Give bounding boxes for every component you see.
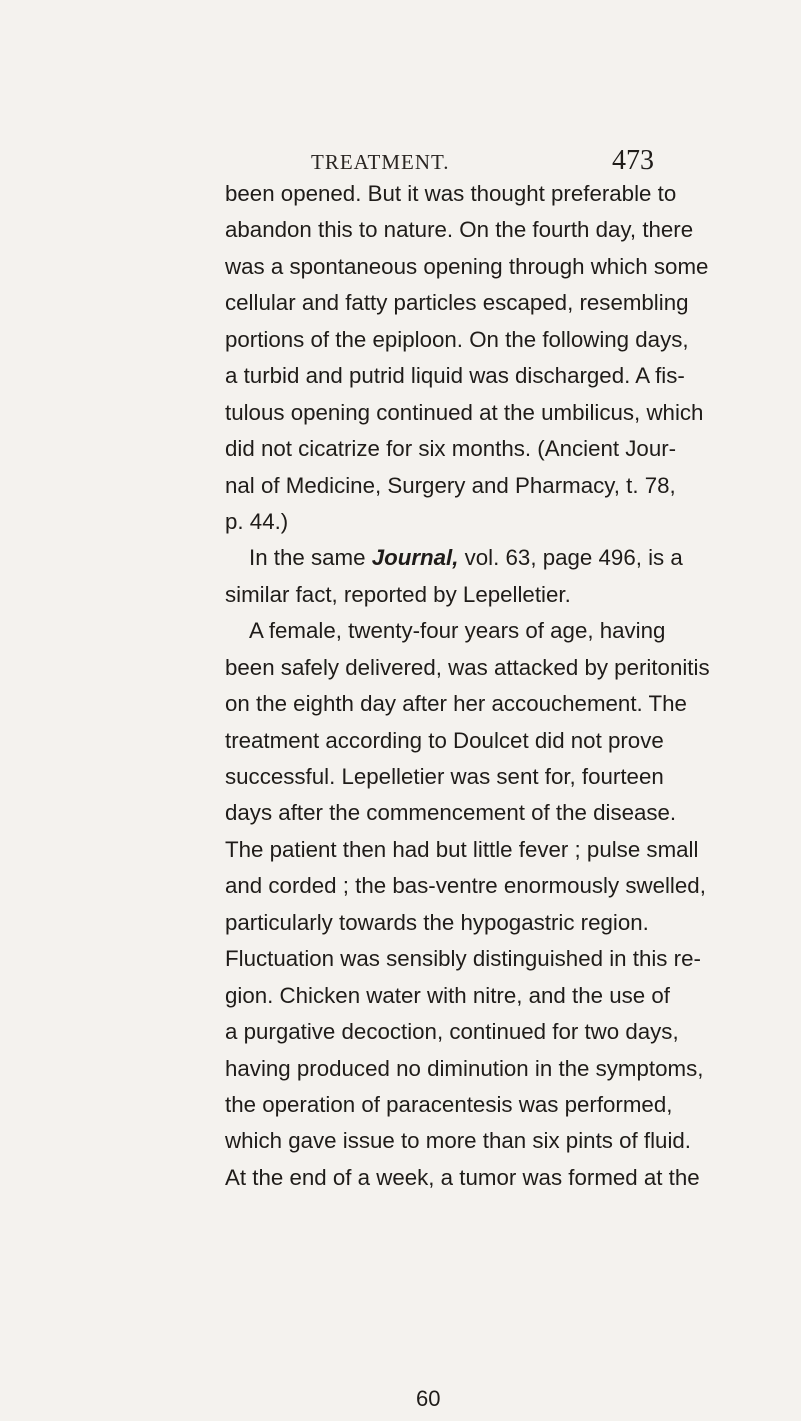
text-line: treatment according to Doulcet did not prove <box>225 727 664 753</box>
text-line: cellular and fatty particles escaped, resembling <box>225 290 689 316</box>
text-line: a turbid and putrid liquid was discharged. A fis- <box>225 363 685 389</box>
text-line: gion. Chicken water with nitre, and the use of <box>225 982 670 1008</box>
text-line: a purgative decoction, continued for two days, <box>225 1019 679 1045</box>
text-line: abandon this to nature. On the fourth day, there <box>225 217 694 243</box>
text-line: having produced no diminution in the symptoms, <box>225 1055 704 1081</box>
text-line: p. 44.) <box>225 508 289 534</box>
text-line: The patient then had but little fever ; pulse small <box>225 836 699 862</box>
journal-prefix: In the same <box>249 545 372 571</box>
text-line: which gave issue to more than six pints of fluid. <box>225 1128 691 1154</box>
text-line: been safely delivered, was attacked by peritonitis <box>225 654 710 680</box>
text-line: did not cicatrize for six months. (Ancient Jour- <box>225 436 677 462</box>
text-line: portions of the epiploon. On the following days, <box>225 326 689 352</box>
text-line: particularly towards the hypogastric region. <box>225 909 649 935</box>
signature-mark: 60 <box>416 1386 441 1411</box>
journal-title: Journal, <box>371 545 459 571</box>
page-number: 473 <box>612 145 654 176</box>
text-line: Fluctuation was sensibly distinguished in this re- <box>225 946 701 972</box>
text-line: was a spontaneous opening through which some <box>225 253 709 279</box>
body-text <box>225 176 710 1196</box>
journal-suffix: vol. 63, page 496, is a <box>458 545 683 571</box>
text-line: and corded ; the bas-ventre enormously swelled, <box>225 873 706 899</box>
journal-reference-line <box>225 540 683 576</box>
text-line: the operation of paracentesis was performed, <box>225 1091 673 1117</box>
text-line: successful. Lepelletier was sent for, fourteen <box>225 764 664 789</box>
text-line: days after the commencement of the disease. <box>225 800 677 826</box>
text-line: on the eighth day after her accouchement. The <box>225 691 687 717</box>
case-opening-text: A female, twenty-four years of age, having <box>249 618 666 644</box>
running-head: TREATMENT. <box>311 150 450 174</box>
text-line: been opened. But it was thought preferable to <box>225 181 677 206</box>
text-line: At the end of a week, a tumor was formed at the <box>225 1164 700 1190</box>
text-line: tulous opening continued at the umbilicus, which <box>225 399 704 425</box>
text-line: similar fact, reported by Lepelletier. <box>225 581 571 607</box>
case-opening-line <box>225 613 666 649</box>
text-line: nal of Medicine, Surgery and Pharmacy, t. 78, <box>225 472 676 498</box>
